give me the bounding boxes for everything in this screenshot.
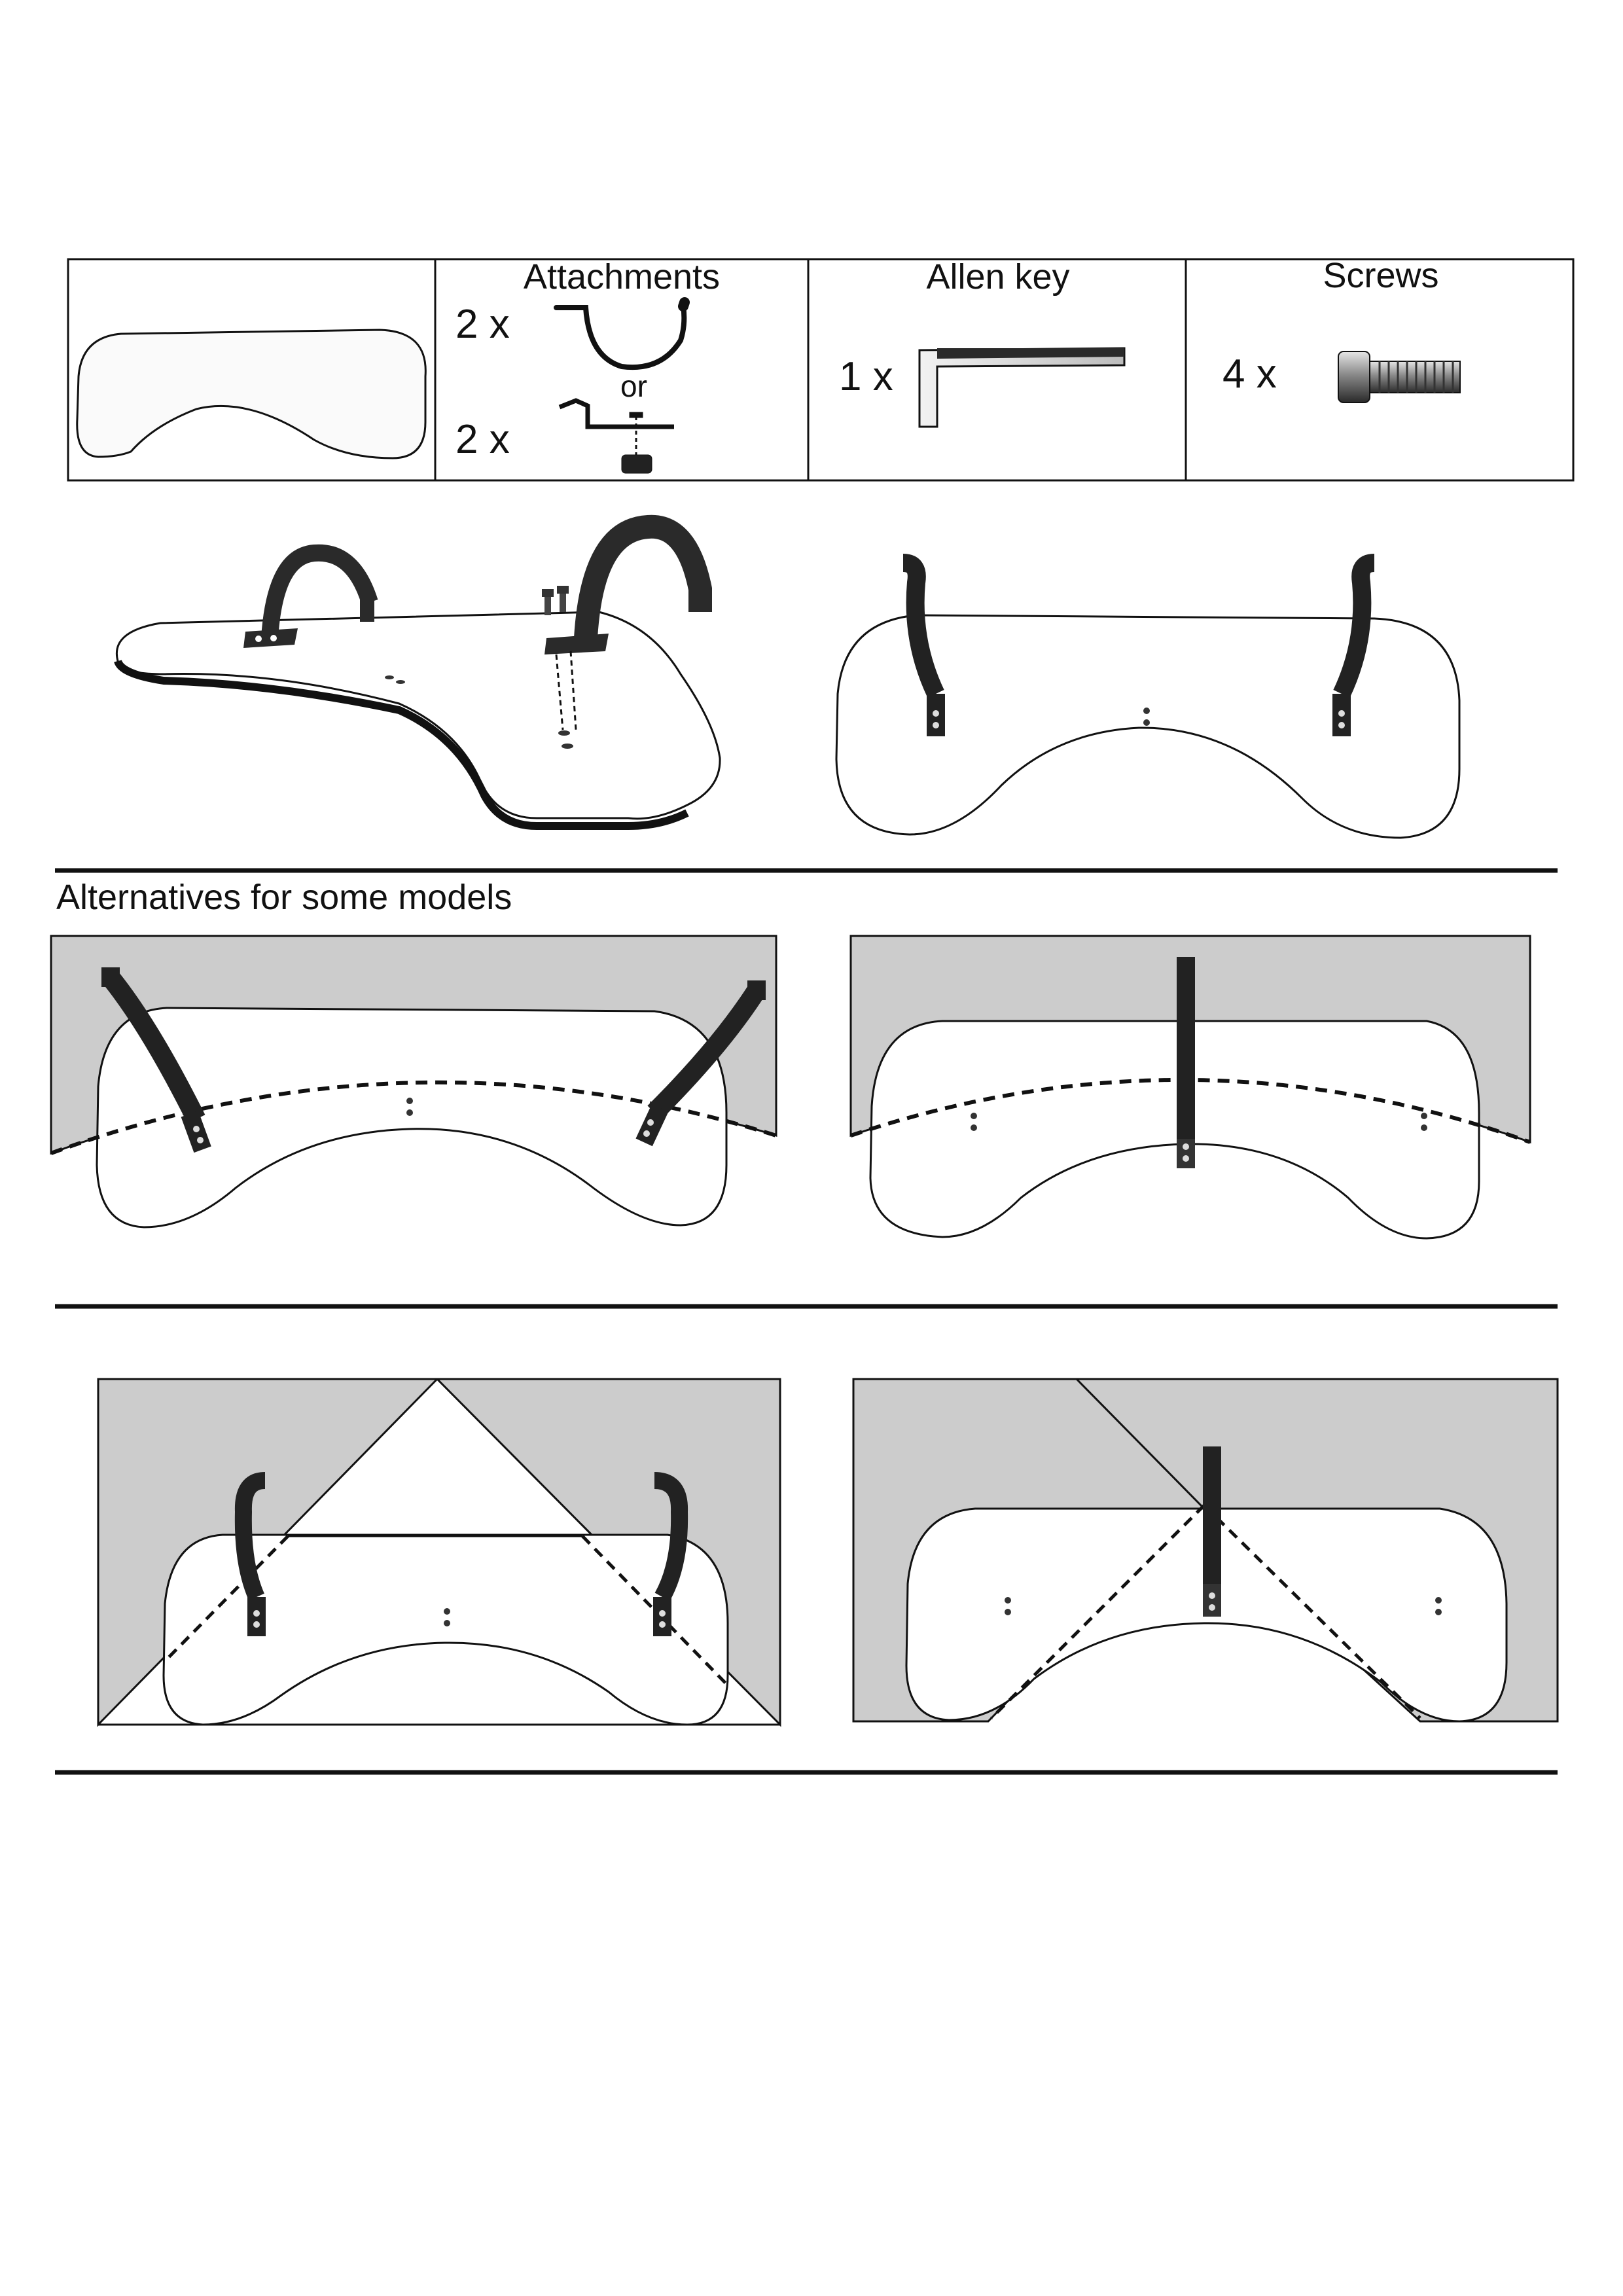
tray-board-icon <box>77 330 426 458</box>
hook-attachment-icon <box>556 302 685 367</box>
attachments-bracket-quantity: 2 x <box>455 417 510 462</box>
alternatives-title: Alternatives for some models <box>56 878 512 917</box>
alt-peaked-two-arms <box>98 1379 780 1725</box>
bracket-attachment-icon <box>560 401 674 473</box>
alt-curved-center-arm <box>851 936 1530 1238</box>
attachments-or-label: or <box>620 369 647 403</box>
screws-header: Screws <box>1323 256 1439 295</box>
screw-icon <box>1338 351 1460 403</box>
alt-diagonal-center-arm <box>853 1379 1558 1721</box>
attachments-header: Attachments <box>523 257 721 296</box>
front-assembly <box>836 563 1459 838</box>
allen-key-header: Allen key <box>926 257 1070 296</box>
allen-key-quantity: 1 x <box>839 354 893 399</box>
screws-quantity: 4 x <box>1222 351 1277 397</box>
isometric-assembly <box>116 527 720 826</box>
attachments-hook-quantity: 2 x <box>455 302 510 347</box>
alt-curved-angled-arms <box>51 936 776 1227</box>
allen-key-icon <box>919 348 1124 427</box>
